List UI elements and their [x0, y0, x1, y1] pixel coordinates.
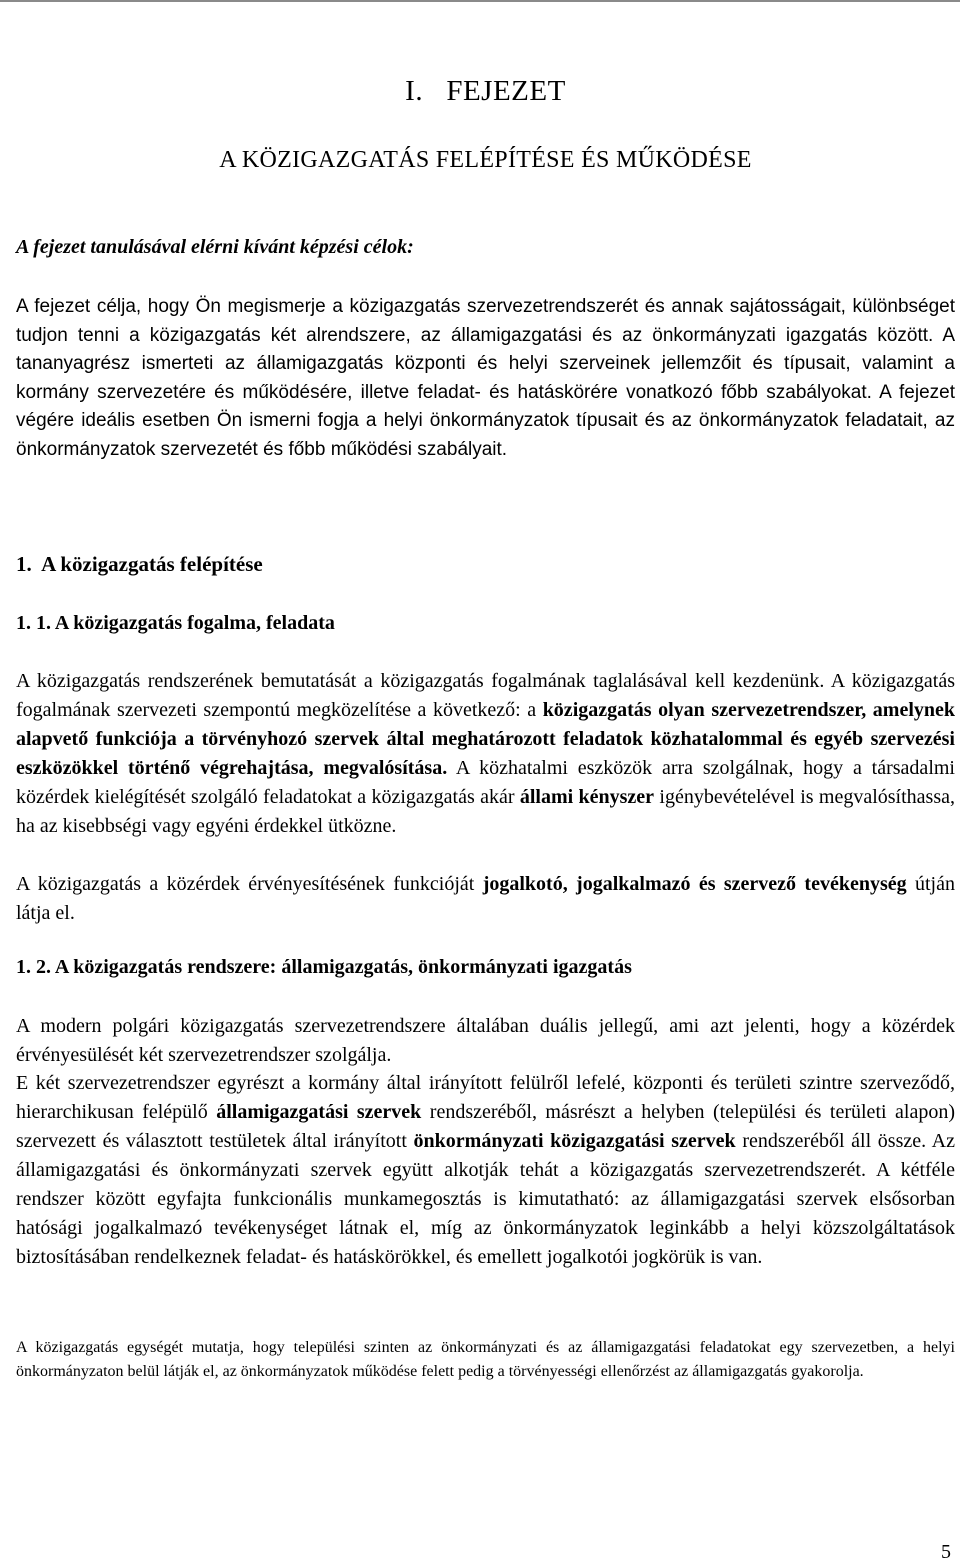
top-border-line: [0, 0, 960, 2]
text-run: A közigazgatás rendszerének bemutatását a közigazgatás fogalmának taglalásával kell kezdenünk. A közigazgatás fogalmának szervezeti szempontú megközelítése a következő: a: [16, 670, 955, 721]
text-run: A közhatalmi eszközök arra szolgálnak, hogy a társadalmi közérdek kielégítését szolgáló feladatokat a közigazgatás akár: [16, 757, 955, 808]
text-run: útján látja el.: [16, 873, 955, 924]
section-1-2-paragraph-2: [16, 1069, 955, 1272]
local-gov-bodies-bold: önkormányzati közigazgatási szervek: [413, 1130, 736, 1152]
unity-note-paragraph: A közigazgatás egységét mutatja, hogy települési szinten az önkormányzati és az államigazgatási feladatokat egy szervezetben, a helyi önkormányzaton belül látják el, az önkormányzatok működése felett pedig a törvényességi ellenőrzést az államigazgatás gyakorolja.: [16, 1339, 955, 1380]
state-coercion-bold: állami kényszer: [519, 786, 655, 808]
section-1-2-paragraph-1: A modern polgári közigazgatás szervezetrendszere általában duális jellegű, ami azt jelenti, hogy a közérdek érvényesülését két szervezetrendszer szolgálja.: [16, 1015, 955, 1066]
section-1-1-heading: 1. 1. A közigazgatás fogalma, feladata: [16, 612, 335, 634]
text-run: igénybevételével is megvalósíthassa, ha az kisebbségi vagy egyéni érdekkel ütközne.: [16, 786, 955, 837]
goals-paragraph: A fejezet célja, hogy Ön megismerje a közigazgatás szervezetrendszerét és annak sajátosságait, különbséget tudjon tenni a közigazgatás két alrendszere, az államigazgatási és az önkormányzati igazgatás között. A tananyagrész ismerteti az államigazgatás központi és helyi szerveinek jellemzőit és típusait, valamint a kormány szervezetére és működésére, illetve feladat- és hatáskörére vonatkozó főbb szabályokat. A fejezet végére ideális esetben Ön ismerni fogja a helyi önkormányzatok típusait és az önkormányzatok feladatait, az önkormányzatok szervezetét és főbb működési szabályait.: [16, 296, 955, 460]
chapter-subtitle: A KÖZIGAZGATÁS FELÉPÍTÉSE ÉS MŰKÖDÉSE: [219, 147, 752, 173]
text-run: rendszeréből áll össze. Az államigazgatási és önkormányzati szervek együtt alkotják tehát a közigazgatás szervezetrendszerét. A kétféle rendszer között egyfajta funkcionális munkamegosztás is kimutatható: az államigazgatási szervek elsősorban hatósági jogalkalmazó tevékenységet látnak el, míg az önkormányzatok leginkább a helyi közszolgáltatások biztosításában rendelkeznek feladat- és hatáskörökkel, és emellett jogalkotói jogkörük is van.: [16, 1130, 955, 1268]
text-run: A közigazgatás a közérdek érvényesítésének funkcióját: [16, 873, 483, 895]
section-1-heading: 1. A közigazgatás felépítése: [16, 552, 263, 576]
section-1-2-heading: 1. 2. A közigazgatás rendszere: államigazgatás, önkormányzati igazgatás: [16, 956, 632, 978]
text-run: rendszeréből, másrészt a helyben (települési és területi alapon) szervezett és választott testületek által irányított: [16, 1101, 955, 1152]
text-run: E két szervezetrendszer egyrészt a kormány által irányított felülről lefelé, központi és területi szintre szerveződő, hierarchikusan felépülő: [16, 1072, 955, 1123]
goals-heading: A fejezet tanulásával elérni kívánt képzési célok:: [16, 236, 414, 258]
section-1-1-paragraph-1: [16, 667, 955, 841]
definition-bold: közigazgatás olyan szervezetrendszer, amelynek alapvető funkciója a törvényhozó szervek által meghatározott feladatok közhatalommal és egyéb szervezési eszközökkel történő végrehajtása, megvalósítása.: [16, 699, 956, 779]
page-number: 5: [941, 1541, 951, 1563]
state-admin-bodies-bold: államigazgatási szervek: [216, 1101, 422, 1123]
chapter-title: I. FEJEZET: [405, 75, 566, 107]
activity-bold: jogalkotó, jogalkalmazó és szervező tevékenység: [482, 873, 907, 895]
section-1-1-paragraph-2: [16, 870, 955, 928]
